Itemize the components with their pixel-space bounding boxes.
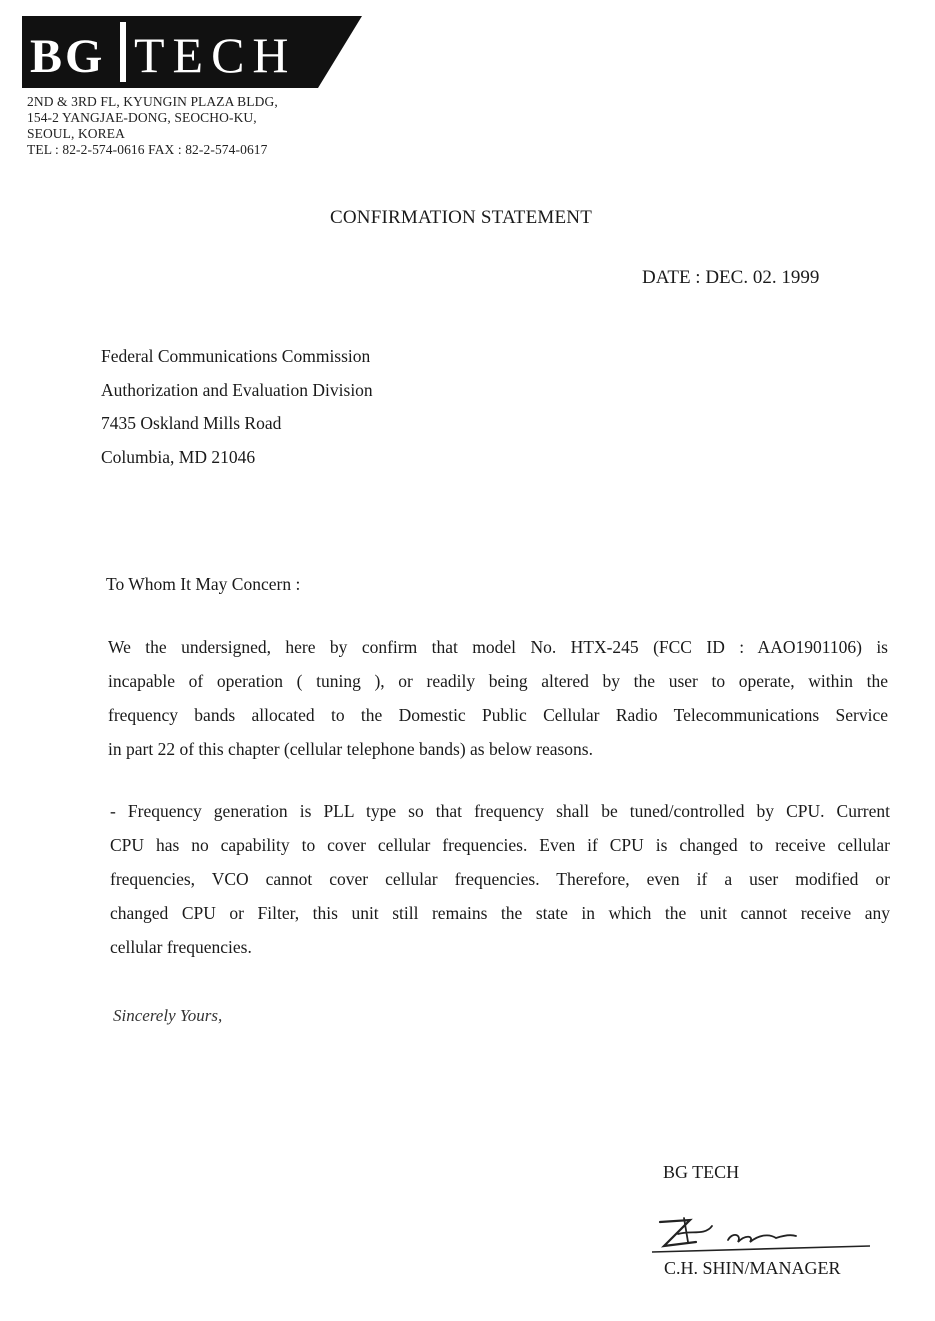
address-line: 154-2 YANGJAE-DONG, SEOCHO-KU, [27, 110, 257, 125]
paragraph-line: We the undersigned, here by confirm that model No. HTX-245 (FCC ID : AAO1901106) is [108, 637, 888, 657]
letterhead-address [27, 94, 327, 158]
paragraph-line: CPU has no capability to cover cellular frequencies. Even if CPU is changed to receive cellular [110, 835, 890, 855]
address-line: 2ND & 3RD FL, KYUNGIN PLAZA BLDG, [27, 94, 278, 109]
paragraph-line: frequency bands allocated to the Domestic Public Cellular Radio Telecommunications Service [108, 705, 888, 725]
logo-tech-text: TECH [134, 27, 297, 83]
address-line: TEL : 82-2-574-0616 FAX : 82-2-574-0617 [27, 142, 268, 157]
document-date: DATE : DEC. 02. 1999 [642, 267, 820, 288]
handwritten-signature [650, 1212, 880, 1256]
bg-tech-logo [22, 16, 362, 88]
paragraph-line: changed CPU or Filter, this unit still remains the state in which the unit cannot receive any [110, 903, 890, 923]
paragraph-line: incapable of operation ( tuning ), or readily being altered by the user to operate, within the [108, 671, 888, 691]
paragraph-confirmation [108, 630, 888, 766]
document-title: CONFIRMATION STATEMENT [330, 207, 593, 228]
company-name: BG TECH [663, 1162, 740, 1182]
paragraph-line: - Frequency generation is PLL type so that frequency shall be tuned/controlled by CPU. Current [110, 801, 890, 821]
paragraph-line: frequencies, VCO cannot cover cellular frequencies. Therefore, even if a user modified or [110, 869, 890, 889]
recipient-line: Columbia, MD 21046 [101, 446, 256, 467]
paragraph-line: in part 22 of this chapter (cellular telephone bands) as below reasons. [108, 739, 593, 759]
paragraph-reasons [110, 794, 890, 964]
paragraph-line: cellular frequencies. [110, 937, 252, 957]
salutation: To Whom It May Concern : [106, 574, 301, 594]
signer-name: C.H. SHIN/MANAGER [664, 1258, 841, 1278]
address-line: SEOUL, KOREA [27, 126, 125, 141]
closing: Sincerely Yours, [113, 1006, 223, 1025]
recipient-line: Federal Communications Commission [101, 346, 371, 366]
recipient-line: 7435 Oskland Mills Road [101, 413, 282, 433]
recipient-address [101, 340, 501, 474]
logo-bg-text: BG [30, 30, 106, 83]
recipient-line: Authorization and Evaluation Division [101, 379, 373, 400]
